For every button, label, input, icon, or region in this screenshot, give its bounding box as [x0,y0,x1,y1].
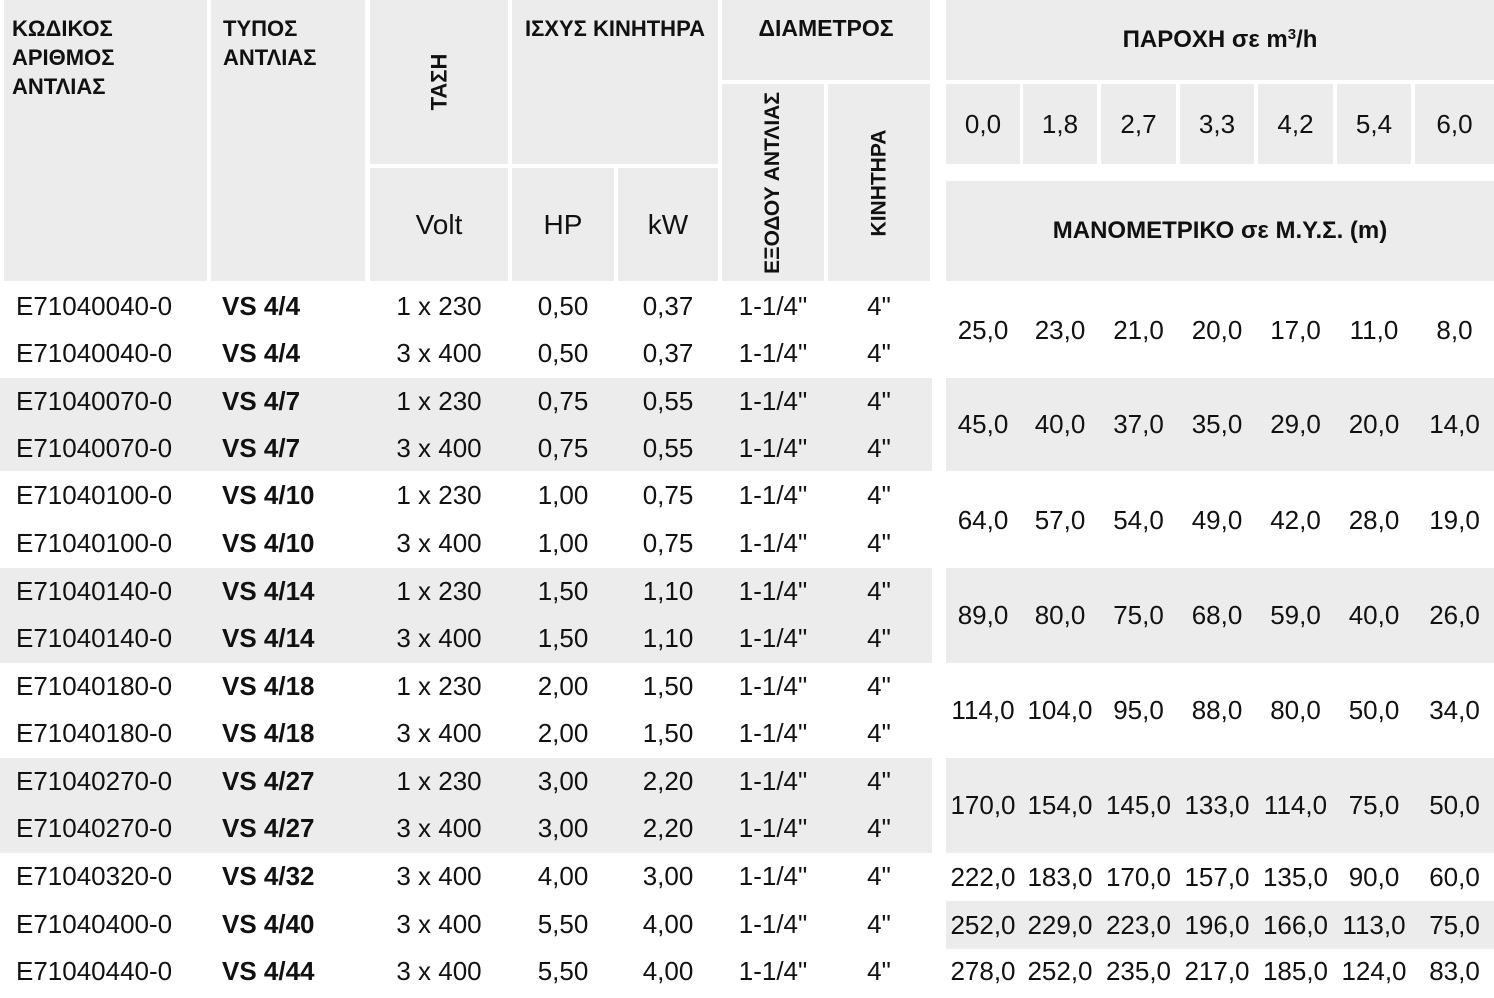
header-flow-prefix: ΠΑΡΟΧΗ σε m [1122,26,1288,53]
cell-kw: 0,37 [642,291,694,321]
cell-outlet: 1-1/4" [738,433,808,463]
head-value: 59,0 [1270,600,1321,630]
table-row [0,568,932,615]
cell-kw: 2,20 [642,766,694,796]
cell-type: VS 4/10 [222,528,315,558]
head-value: 185,0 [1262,956,1329,986]
header-voltage-unit: Volt [370,168,508,281]
cell-code: E71040180-0 [16,671,173,701]
cell-kw: 0,75 [642,528,694,558]
head-value: 135,0 [1262,862,1329,892]
cell-volt: 3 x 400 [396,909,482,939]
cell-kw: 4,00 [642,909,694,939]
head-value: 23,0 [1034,315,1086,345]
table-row [0,615,932,662]
cell-outlet: 1-1/4" [738,386,808,416]
head-value: 104,0 [1027,695,1093,725]
table-row [0,425,932,472]
head-value: 80,0 [1270,695,1321,725]
head-row [946,283,1494,378]
cell-hp: 5,50 [537,909,589,939]
cell-volt: 3 x 400 [396,861,482,891]
cell-outlet: 1-1/4" [738,528,808,558]
cell-type: VS 4/7 [222,386,301,416]
cell-hp: 1,00 [537,480,589,510]
cell-hp: 0,75 [537,433,589,463]
header-diameter: ΔΙΑΜΕΤΡΟΣ [722,0,930,80]
head-value: 20,0 [1191,315,1243,345]
cell-type: VS 4/14 [222,623,315,653]
cell-code: E71040140-0 [16,576,173,606]
table-row [0,378,932,425]
head-value: 34,0 [1429,695,1480,725]
cell-code: E71040100-0 [16,480,173,510]
cell-outlet: 1-1/4" [738,861,808,891]
cell-type: VS 4/27 [222,766,315,796]
head-row [946,853,1494,901]
flow-rate-cell: 0,0 [946,84,1020,164]
cell-motor: 4" [867,386,891,416]
cell-kw: 1,50 [642,718,694,748]
cell-type: VS 4/44 [222,956,315,986]
cell-hp: 1,50 [537,623,589,653]
header-diameter-outlet-label: ΕΞΟΔΟΥ ΑΝΤΛΙΑΣ [761,91,784,274]
head-value: 28,0 [1348,505,1400,535]
cell-type: VS 4/18 [222,718,315,748]
cell-motor: 4" [867,861,891,891]
header-flow-suffix: /h [1296,26,1318,53]
cell-motor: 4" [867,291,891,321]
cell-motor: 4" [867,576,891,606]
cell-volt: 1 x 230 [396,291,482,321]
head-value: 183,0 [1027,862,1093,892]
table-row [0,948,932,995]
head-value: 29,0 [1270,409,1321,439]
head-value: 42,0 [1270,505,1321,535]
header-flow [946,0,1494,80]
cell-hp: 1,00 [537,528,589,558]
head-value: 89,0 [957,600,1009,630]
cell-hp: 3,00 [537,813,589,843]
cell-outlet: 1-1/4" [738,718,808,748]
cell-outlet: 1-1/4" [738,671,808,701]
head-value: 75,0 [1113,600,1164,630]
cell-volt: 3 x 400 [396,528,482,558]
flow-rate-cell: 4,2 [1258,84,1333,164]
head-row [946,568,1494,663]
head-value: 60,0 [1429,862,1480,892]
cell-motor: 4" [867,909,891,939]
head-value: 252,0 [950,910,1016,940]
cell-code: E71040400-0 [16,909,173,939]
head-value: 252,0 [1027,956,1093,986]
head-value: 40,0 [1348,600,1400,630]
header-type-line-1: ΤΥΠΟΣ [223,16,298,41]
head-value: 114,0 [1263,790,1328,820]
cell-outlet: 1-1/4" [738,813,808,843]
cell-code: E71040100-0 [16,528,173,558]
cell-code: E71040180-0 [16,718,173,748]
head-value: 83,0 [1429,956,1480,986]
head-value: 49,0 [1191,505,1243,535]
cell-kw: 0,55 [642,433,694,463]
header-flow-sup: 3 [1287,25,1297,43]
cell-volt: 1 x 230 [396,386,482,416]
header-voltage [370,0,508,164]
table-row [0,710,932,757]
cell-motor: 4" [867,766,891,796]
cell-volt: 1 x 230 [396,671,482,701]
cell-code: E71040070-0 [16,386,173,416]
cell-motor: 4" [867,433,891,463]
head-value: 217,0 [1184,956,1250,986]
head-value: 88,0 [1191,695,1243,725]
cell-code: E71040140-0 [16,623,173,653]
cell-type: VS 4/32 [222,861,315,891]
head-value: 19,0 [1429,505,1480,535]
cell-volt: 3 x 400 [396,433,482,463]
cell-motor: 4" [867,813,891,843]
header-code-line-3: ΑΝΤΛΙΑΣ [12,74,106,99]
cell-hp: 5,50 [537,956,589,986]
header-code-line-1: ΚΩΔΙΚΟΣ [12,16,113,41]
head-row [946,472,1494,568]
cell-motor: 4" [867,718,891,748]
head-value: 57,0 [1034,505,1086,535]
cell-motor: 4" [867,528,891,558]
head-value: 223,0 [1105,910,1172,940]
header-diameter-motor-label: ΚΙΝΗΤΗΡΑ [867,129,891,236]
flow-rate-cell: 3,3 [1180,84,1254,164]
cell-code: E71040320-0 [16,861,173,891]
head-value: 11,0 [1349,315,1399,345]
table-row [0,758,932,805]
head-value: 222,0 [950,862,1016,892]
header-diameter-outlet [722,84,824,281]
cell-motor: 4" [867,671,891,701]
head-value: 21,0 [1113,315,1164,345]
head-value: 64,0 [957,505,1009,535]
table-row [0,472,932,519]
cell-type: VS 4/10 [222,480,315,510]
cell-hp: 0,50 [537,291,589,321]
header-diameter-motor [828,84,930,281]
header-head: ΜΑΝΟΜΕΤΡΙΚΟ σε Μ.Υ.Σ. (m) [946,181,1494,281]
cell-type: VS 4/40 [222,909,315,939]
cell-type: VS 4/27 [222,813,315,843]
cell-volt: 1 x 230 [396,576,482,606]
header-code [4,0,207,281]
cell-outlet: 1-1/4" [738,909,808,939]
header-type [211,0,365,281]
cell-hp: 3,00 [537,766,589,796]
head-value: 8,0 [1436,315,1473,345]
cell-code: E71040070-0 [16,433,173,463]
head-value: 157,0 [1184,862,1250,892]
cell-type: VS 4/7 [222,433,301,463]
flow-rate-cell: 1,8 [1023,84,1097,164]
cell-outlet: 1-1/4" [738,291,808,321]
table-row [0,520,932,567]
cell-kw: 0,55 [642,386,694,416]
head-row [946,663,1494,758]
head-value: 17,0 [1270,315,1321,345]
head-value: 35,0 [1191,409,1243,439]
head-row [946,378,1494,471]
head-row [946,948,1494,995]
flow-rate-cell: 2,7 [1101,84,1176,164]
cell-hp: 0,75 [537,386,589,416]
head-value: 170,0 [1105,862,1172,892]
header-code-line-2: ΑΡΙΘΜΟΣ [12,45,115,70]
cell-outlet: 1-1/4" [738,480,808,510]
head-value: 40,0 [1034,409,1086,439]
cell-motor: 4" [867,480,891,510]
cell-hp: 2,00 [537,718,589,748]
head-value: 90,0 [1348,862,1400,892]
head-value: 75,0 [1348,790,1400,820]
table-row [0,901,932,948]
head-value: 25,0 [957,315,1009,345]
cell-code: E71040270-0 [16,766,173,796]
cell-outlet: 1-1/4" [738,576,808,606]
table-row [0,283,932,330]
cell-code: E71040440-0 [16,956,173,986]
head-value: 50,0 [1429,790,1480,820]
head-value: 170,0 [950,790,1016,820]
head-value: 114,0 [951,695,1015,725]
head-value: 235,0 [1105,956,1172,986]
cell-outlet: 1-1/4" [738,623,808,653]
cell-hp: 4,00 [537,861,589,891]
header-power-kw: kW [618,168,718,281]
head-value: 95,0 [1113,695,1164,725]
cell-type: VS 4/4 [222,291,301,321]
cell-volt: 3 x 400 [396,718,482,748]
head-value: 26,0 [1429,600,1480,630]
cell-volt: 3 x 400 [396,956,482,986]
cell-kw: 1,10 [642,623,694,653]
header-power-hp: HP [512,168,614,281]
cell-code: E71040040-0 [16,291,173,321]
cell-hp: 1,50 [537,576,589,606]
cell-type: VS 4/4 [222,338,301,368]
head-value: 133,0 [1184,790,1250,820]
head-row [946,901,1494,949]
header-voltage-label: ΤΑΣΗ [425,53,451,111]
table-row [0,330,932,377]
cell-type: VS 4/14 [222,576,315,606]
head-value: 20,0 [1348,409,1400,439]
cell-kw: 2,20 [642,813,694,843]
cell-kw: 1,50 [642,671,694,701]
cell-code: E71040270-0 [16,813,173,843]
head-value: 50,0 [1348,695,1400,725]
head-value: 37,0 [1113,409,1164,439]
cell-volt: 1 x 230 [396,766,482,796]
cell-motor: 4" [867,338,891,368]
table-row [0,663,932,710]
cell-code: E71040040-0 [16,338,173,368]
head-value: 124,0 [1341,956,1407,986]
cell-outlet: 1-1/4" [738,956,808,986]
cell-kw: 1,10 [642,576,694,606]
head-value: 54,0 [1113,505,1164,535]
cell-motor: 4" [867,623,891,653]
cell-volt: 3 x 400 [396,813,482,843]
cell-kw: 3,00 [642,861,694,891]
header-power: ΙΣΧΥΣ ΚΙΝΗΤΗΡΑ [512,0,718,164]
head-value: 145,0 [1105,790,1172,820]
cell-kw: 4,00 [642,956,694,986]
cell-kw: 0,75 [642,480,694,510]
head-value: 154,0 [1027,790,1093,820]
cell-hp: 2,00 [537,671,589,701]
head-value: 229,0 [1027,910,1093,940]
table-row [0,853,932,900]
head-value: 278,0 [950,956,1016,986]
flow-rate-cell: 5,4 [1337,84,1411,164]
head-row [946,758,1494,853]
cell-outlet: 1-1/4" [738,338,808,368]
head-value: 68,0 [1191,600,1243,630]
cell-volt: 3 x 400 [396,338,482,368]
table-row [0,805,932,852]
head-value: 196,0 [1184,910,1250,940]
cell-hp: 0,50 [537,338,589,368]
head-value: 166,0 [1262,910,1329,940]
head-value: 80,0 [1034,600,1086,630]
head-value: 45,0 [957,409,1009,439]
head-value: 75,0 [1429,910,1480,940]
cell-volt: 3 x 400 [396,623,482,653]
cell-kw: 0,37 [642,338,694,368]
flow-rate-cell: 6,0 [1415,84,1494,164]
head-value: 113,0 [1342,910,1406,940]
cell-motor: 4" [867,956,891,986]
header-type-line-2: ΑΝΤΛΙΑΣ [223,45,317,70]
cell-volt: 1 x 230 [396,480,482,510]
cell-outlet: 1-1/4" [738,766,808,796]
head-value: 14,0 [1429,409,1480,439]
cell-type: VS 4/18 [222,671,315,701]
